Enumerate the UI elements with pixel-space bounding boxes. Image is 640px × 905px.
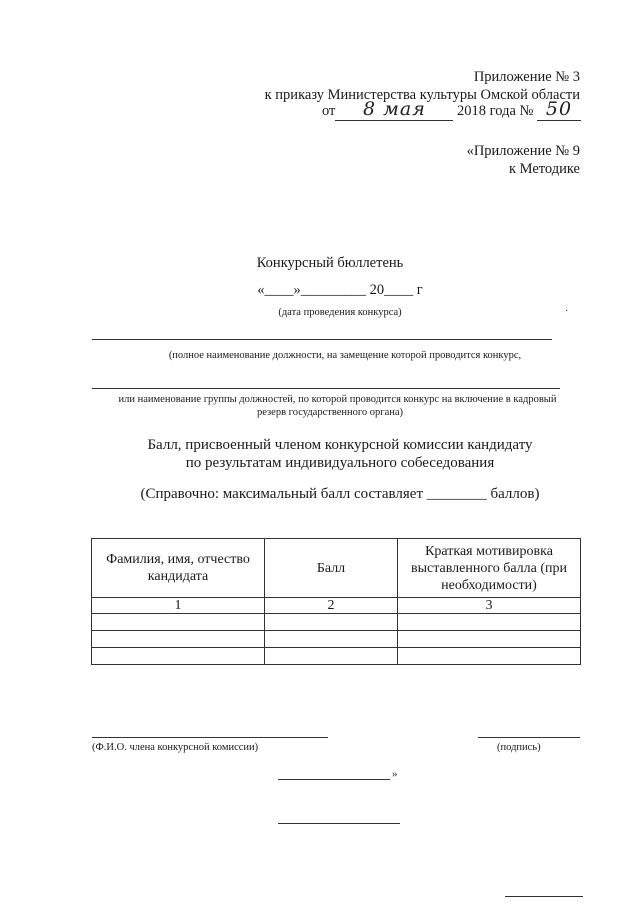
member-name-line [92, 737, 328, 738]
member-name-caption: (Ф.И.О. члена конкурсной комиссии) [92, 742, 259, 753]
signature-line [478, 737, 580, 738]
max-score-reference: (Справочно: максимальный балл составляет ________ баллов) [140, 486, 540, 502]
contest-date-caption: (дата проведения конкурса) [278, 307, 402, 318]
bottom-line [278, 823, 400, 824]
header-candidate-name: Фамилия, имя, отчество кандидата [92, 539, 265, 598]
table-row [92, 648, 581, 665]
score-title-line-1: Балл, присвоенный членом конкурсной комиссии кандидату [147, 437, 533, 453]
methodology-appendix-label: «Приложение № 9 [466, 143, 580, 159]
cell-score[interactable] [265, 648, 398, 665]
contest-date-line: «____»_________ 20____ г [257, 282, 423, 298]
appendix-label: Приложение № 3 [473, 69, 580, 85]
group-line [92, 388, 560, 389]
score-title-line-2: по результатам индивидуального собеседования [185, 455, 495, 471]
cell-motivation[interactable] [398, 631, 581, 648]
date-prefix: от [322, 103, 336, 119]
score-table [91, 538, 581, 665]
date-year: 2018 года № [457, 103, 534, 119]
group-caption-1: или наименование группы должностей, по которой проводится конкурс на включение в кадровый [118, 394, 557, 405]
methodology-label: к Методике [508, 161, 580, 177]
cell-score[interactable] [265, 614, 398, 631]
table-header-row [92, 539, 581, 598]
page-edge-line [505, 896, 583, 897]
signature-caption: (подпись) [497, 742, 541, 753]
position-caption: (полное наименование должности, на замещение которой проводится конкурс, [168, 350, 522, 361]
cell-candidate-name[interactable] [92, 614, 265, 631]
header-score: Балл [265, 539, 398, 598]
closing-quote: » [392, 768, 398, 780]
table-row [92, 631, 581, 648]
order-date-line [322, 100, 581, 121]
cell-candidate-name[interactable] [92, 648, 265, 665]
handwritten-number: 50 [537, 100, 581, 121]
order-reference: к приказу Министерства культуры Омской области [264, 87, 580, 103]
cell-candidate-name[interactable] [92, 631, 265, 648]
group-caption-2: резерв государственного органа) [256, 407, 404, 418]
cell-motivation[interactable] [398, 648, 581, 665]
column-number-1: 1 [92, 598, 265, 614]
column-number-2: 2 [265, 598, 398, 614]
bulletin-title: Конкурсный бюллетень [256, 255, 404, 271]
handwritten-date: 8 мая [335, 100, 453, 121]
cell-motivation[interactable] [398, 614, 581, 631]
closing-line [278, 779, 390, 780]
table-row [92, 614, 581, 631]
column-number-3: 3 [398, 598, 581, 614]
stray-mark: · [565, 306, 569, 317]
table-numbering-row [92, 598, 581, 614]
position-line [92, 339, 552, 340]
header-motivation: Краткая мотивировка выставленного балла (при необходимости) [398, 539, 581, 598]
cell-score[interactable] [265, 631, 398, 648]
